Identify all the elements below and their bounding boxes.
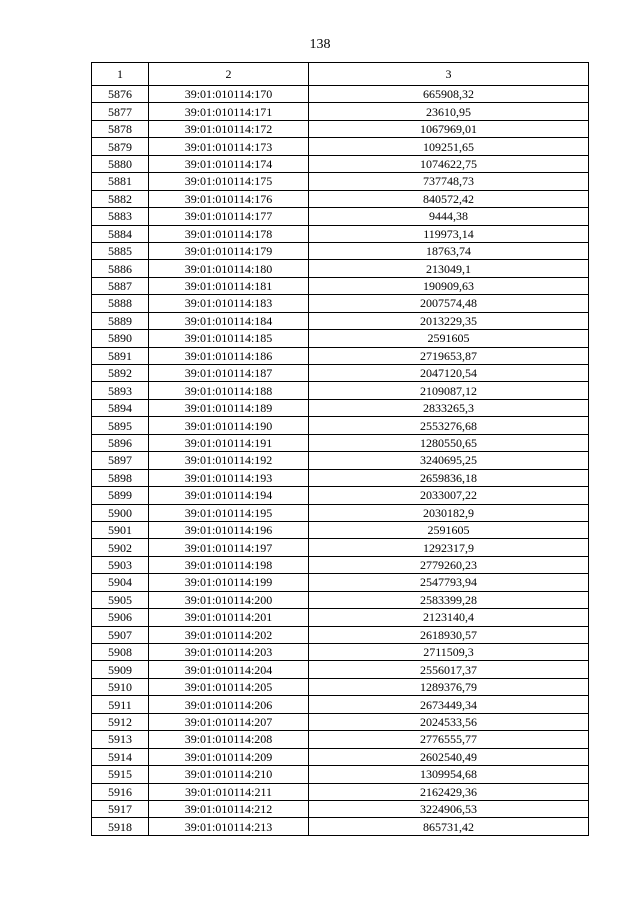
value-cell: 665908,32 bbox=[309, 86, 589, 103]
cadastral-number-cell: 39:01:010114:187 bbox=[149, 365, 309, 382]
row-number-cell: 5890 bbox=[92, 330, 149, 347]
row-number-cell: 5880 bbox=[92, 155, 149, 172]
table-row bbox=[92, 469, 589, 486]
value-cell: 2591605 bbox=[309, 521, 589, 538]
table-row bbox=[92, 487, 589, 504]
table-row bbox=[92, 277, 589, 294]
row-number-cell: 5887 bbox=[92, 277, 149, 294]
page-number: 138 bbox=[309, 37, 331, 52]
table-row bbox=[92, 783, 589, 800]
table-row bbox=[92, 208, 589, 225]
table-row bbox=[92, 731, 589, 748]
cadastral-number-cell: 39:01:010114:176 bbox=[149, 190, 309, 207]
table-header bbox=[92, 63, 589, 86]
cadastral-number-cell: 39:01:010114:174 bbox=[149, 155, 309, 172]
row-number-cell: 5898 bbox=[92, 469, 149, 486]
row-number-cell: 5893 bbox=[92, 382, 149, 399]
value-cell: 109251,65 bbox=[309, 138, 589, 155]
cadastral-number-cell: 39:01:010114:194 bbox=[149, 487, 309, 504]
table-row bbox=[92, 155, 589, 172]
value-cell: 2033007,22 bbox=[309, 487, 589, 504]
cadastral-number-cell: 39:01:010114:189 bbox=[149, 399, 309, 416]
column-header-2: 2 bbox=[149, 63, 309, 86]
table-row bbox=[92, 452, 589, 469]
row-number-cell: 5882 bbox=[92, 190, 149, 207]
cadastral-number-cell: 39:01:010114:210 bbox=[149, 766, 309, 783]
row-number-cell: 5911 bbox=[92, 696, 149, 713]
cadastral-number-cell: 39:01:010114:192 bbox=[149, 452, 309, 469]
row-number-cell: 5914 bbox=[92, 748, 149, 765]
cadastral-number-cell: 39:01:010114:199 bbox=[149, 574, 309, 591]
cadastral-number-cell: 39:01:010114:180 bbox=[149, 260, 309, 277]
header-row bbox=[92, 63, 589, 86]
table-row bbox=[92, 800, 589, 817]
row-number-cell: 5894 bbox=[92, 399, 149, 416]
value-cell: 865731,42 bbox=[309, 818, 589, 835]
table-row bbox=[92, 678, 589, 695]
cadastral-number-cell: 39:01:010114:186 bbox=[149, 347, 309, 364]
cadastral-number-cell: 39:01:010114:198 bbox=[149, 556, 309, 573]
row-number-cell: 5908 bbox=[92, 644, 149, 661]
value-cell: 2602540,49 bbox=[309, 748, 589, 765]
table-row bbox=[92, 295, 589, 312]
cadastral-number-cell: 39:01:010114:191 bbox=[149, 434, 309, 451]
table-row bbox=[92, 190, 589, 207]
table-row bbox=[92, 399, 589, 416]
row-number-cell: 5902 bbox=[92, 539, 149, 556]
column-header-1: 1 bbox=[92, 63, 149, 86]
value-cell: 2591605 bbox=[309, 330, 589, 347]
cadastral-number-cell: 39:01:010114:173 bbox=[149, 138, 309, 155]
value-cell: 2673449,34 bbox=[309, 696, 589, 713]
row-number-cell: 5877 bbox=[92, 103, 149, 120]
table-row bbox=[92, 434, 589, 451]
cadastral-number-cell: 39:01:010114:211 bbox=[149, 783, 309, 800]
value-cell: 23610,95 bbox=[309, 103, 589, 120]
cadastral-number-cell: 39:01:010114:171 bbox=[149, 103, 309, 120]
row-number-cell: 5881 bbox=[92, 173, 149, 190]
cadastral-number-cell: 39:01:010114:181 bbox=[149, 277, 309, 294]
value-cell: 2024533,56 bbox=[309, 713, 589, 730]
row-number-cell: 5895 bbox=[92, 417, 149, 434]
table-row bbox=[92, 626, 589, 643]
cadastral-number-cell: 39:01:010114:204 bbox=[149, 661, 309, 678]
table-row bbox=[92, 365, 589, 382]
value-cell: 2779260,23 bbox=[309, 556, 589, 573]
cadastral-number-cell: 39:01:010114:207 bbox=[149, 713, 309, 730]
row-number-cell: 5909 bbox=[92, 661, 149, 678]
value-cell: 2123140,4 bbox=[309, 609, 589, 626]
cadastral-number-cell: 39:01:010114:195 bbox=[149, 504, 309, 521]
value-cell: 2162429,36 bbox=[309, 783, 589, 800]
value-cell: 3224906,53 bbox=[309, 800, 589, 817]
value-cell: 1074622,75 bbox=[309, 155, 589, 172]
cadastral-number-cell: 39:01:010114:206 bbox=[149, 696, 309, 713]
table-row bbox=[92, 818, 589, 835]
table-row bbox=[92, 713, 589, 730]
row-number-cell: 5897 bbox=[92, 452, 149, 469]
value-cell: 9444,38 bbox=[309, 208, 589, 225]
value-cell: 2776555,77 bbox=[309, 731, 589, 748]
table-row bbox=[92, 138, 589, 155]
value-cell: 213049,1 bbox=[309, 260, 589, 277]
row-number-cell: 5913 bbox=[92, 731, 149, 748]
row-number-cell: 5915 bbox=[92, 766, 149, 783]
value-cell: 2047120,54 bbox=[309, 365, 589, 382]
table-row bbox=[92, 86, 589, 103]
cadastral-number-cell: 39:01:010114:178 bbox=[149, 225, 309, 242]
row-number-cell: 5918 bbox=[92, 818, 149, 835]
table-row bbox=[92, 644, 589, 661]
table-row bbox=[92, 504, 589, 521]
row-number-cell: 5910 bbox=[92, 678, 149, 695]
row-number-cell: 5907 bbox=[92, 626, 149, 643]
row-number-cell: 5903 bbox=[92, 556, 149, 573]
row-number-cell: 5886 bbox=[92, 260, 149, 277]
value-cell: 2719653,87 bbox=[309, 347, 589, 364]
row-number-cell: 5906 bbox=[92, 609, 149, 626]
value-cell: 2556017,37 bbox=[309, 661, 589, 678]
cadastral-number-cell: 39:01:010114:202 bbox=[149, 626, 309, 643]
row-number-cell: 5912 bbox=[92, 713, 149, 730]
cadastral-number-cell: 39:01:010114:188 bbox=[149, 382, 309, 399]
row-number-cell: 5892 bbox=[92, 365, 149, 382]
value-cell: 3240695,25 bbox=[309, 452, 589, 469]
value-cell: 2007574,48 bbox=[309, 295, 589, 312]
table-row bbox=[92, 696, 589, 713]
row-number-cell: 5905 bbox=[92, 591, 149, 608]
value-cell: 1292317,9 bbox=[309, 539, 589, 556]
row-number-cell: 5904 bbox=[92, 574, 149, 591]
data-table bbox=[91, 62, 589, 836]
row-number-cell: 5884 bbox=[92, 225, 149, 242]
table-row bbox=[92, 766, 589, 783]
cadastral-number-cell: 39:01:010114:175 bbox=[149, 173, 309, 190]
row-number-cell: 5896 bbox=[92, 434, 149, 451]
cadastral-number-cell: 39:01:010114:205 bbox=[149, 678, 309, 695]
value-cell: 2013229,35 bbox=[309, 312, 589, 329]
row-number-cell: 5889 bbox=[92, 312, 149, 329]
value-cell: 1309954,68 bbox=[309, 766, 589, 783]
cadastral-number-cell: 39:01:010114:170 bbox=[149, 86, 309, 103]
table-row bbox=[92, 103, 589, 120]
row-number-cell: 5917 bbox=[92, 800, 149, 817]
table-body bbox=[92, 86, 589, 836]
table-row bbox=[92, 521, 589, 538]
table-row bbox=[92, 330, 589, 347]
row-number-cell: 5899 bbox=[92, 487, 149, 504]
cadastral-number-cell: 39:01:010114:212 bbox=[149, 800, 309, 817]
cadastral-number-cell: 39:01:010114:179 bbox=[149, 242, 309, 259]
cadastral-number-cell: 39:01:010114:196 bbox=[149, 521, 309, 538]
row-number-cell: 5879 bbox=[92, 138, 149, 155]
table-row bbox=[92, 120, 589, 137]
column-header-3: 3 bbox=[309, 63, 589, 86]
value-cell: 2583399,28 bbox=[309, 591, 589, 608]
table-row bbox=[92, 609, 589, 626]
value-cell: 1067969,01 bbox=[309, 120, 589, 137]
table-row bbox=[92, 242, 589, 259]
table-row bbox=[92, 591, 589, 608]
table-row bbox=[92, 347, 589, 364]
cadastral-number-cell: 39:01:010114:201 bbox=[149, 609, 309, 626]
value-cell: 119973,14 bbox=[309, 225, 589, 242]
table-row bbox=[92, 748, 589, 765]
table-row bbox=[92, 574, 589, 591]
cadastral-number-cell: 39:01:010114:172 bbox=[149, 120, 309, 137]
row-number-cell: 5883 bbox=[92, 208, 149, 225]
cadastral-number-cell: 39:01:010114:203 bbox=[149, 644, 309, 661]
cadastral-number-cell: 39:01:010114:190 bbox=[149, 417, 309, 434]
value-cell: 2659836,18 bbox=[309, 469, 589, 486]
table-row bbox=[92, 417, 589, 434]
cadastral-number-cell: 39:01:010114:208 bbox=[149, 731, 309, 748]
value-cell: 2547793,94 bbox=[309, 574, 589, 591]
table-row bbox=[92, 539, 589, 556]
cadastral-number-cell: 39:01:010114:209 bbox=[149, 748, 309, 765]
value-cell: 2711509,3 bbox=[309, 644, 589, 661]
row-number-cell: 5891 bbox=[92, 347, 149, 364]
row-number-cell: 5888 bbox=[92, 295, 149, 312]
cadastral-number-cell: 39:01:010114:213 bbox=[149, 818, 309, 835]
value-cell: 2553276,68 bbox=[309, 417, 589, 434]
row-number-cell: 5916 bbox=[92, 783, 149, 800]
value-cell: 18763,74 bbox=[309, 242, 589, 259]
row-number-cell: 5876 bbox=[92, 86, 149, 103]
table-row bbox=[92, 382, 589, 399]
value-cell: 2109087,12 bbox=[309, 382, 589, 399]
cadastral-number-cell: 39:01:010114:185 bbox=[149, 330, 309, 347]
cadastral-number-cell: 39:01:010114:177 bbox=[149, 208, 309, 225]
cadastral-number-cell: 39:01:010114:200 bbox=[149, 591, 309, 608]
value-cell: 2618930,57 bbox=[309, 626, 589, 643]
table-row bbox=[92, 556, 589, 573]
table-row bbox=[92, 661, 589, 678]
row-number-cell: 5885 bbox=[92, 242, 149, 259]
cadastral-number-cell: 39:01:010114:183 bbox=[149, 295, 309, 312]
row-number-cell: 5901 bbox=[92, 521, 149, 538]
cadastral-number-cell: 39:01:010114:184 bbox=[149, 312, 309, 329]
value-cell: 2833265,3 bbox=[309, 399, 589, 416]
value-cell: 1280550,65 bbox=[309, 434, 589, 451]
table-row bbox=[92, 260, 589, 277]
cadastral-number-cell: 39:01:010114:193 bbox=[149, 469, 309, 486]
table-row bbox=[92, 173, 589, 190]
table-row bbox=[92, 312, 589, 329]
table-row bbox=[92, 225, 589, 242]
value-cell: 1289376,79 bbox=[309, 678, 589, 695]
cadastral-number-cell: 39:01:010114:197 bbox=[149, 539, 309, 556]
row-number-cell: 5900 bbox=[92, 504, 149, 521]
value-cell: 190909,63 bbox=[309, 277, 589, 294]
value-cell: 2030182,9 bbox=[309, 504, 589, 521]
row-number-cell: 5878 bbox=[92, 120, 149, 137]
value-cell: 737748,73 bbox=[309, 173, 589, 190]
value-cell: 840572,42 bbox=[309, 190, 589, 207]
